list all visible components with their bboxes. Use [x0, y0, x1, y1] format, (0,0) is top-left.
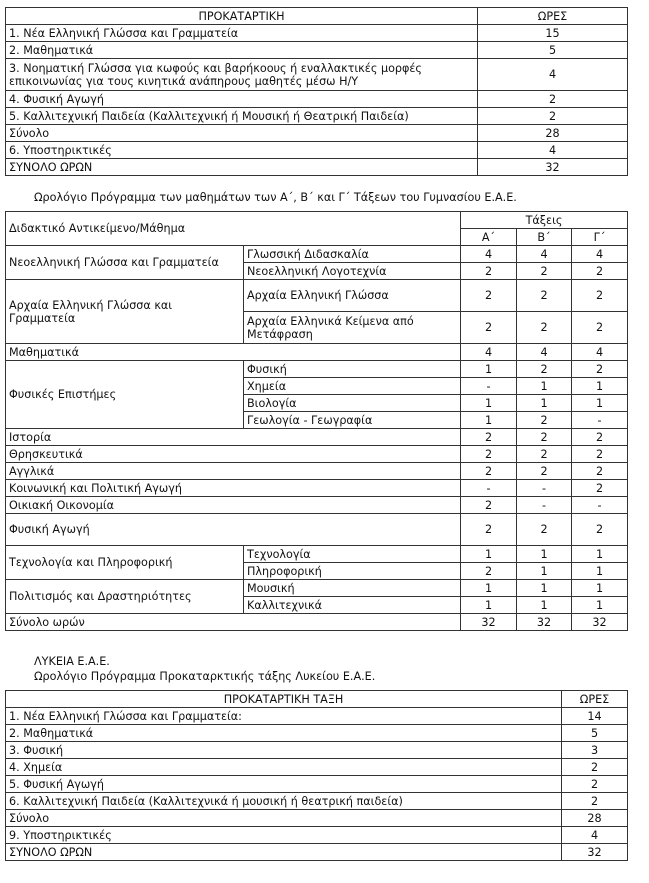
- sub-cell: Βιολογία: [244, 395, 461, 412]
- value-cell: 4: [461, 246, 517, 263]
- value-cell: 2: [517, 463, 572, 480]
- lyceum-heading: ΛΥΚΕΙΑ Ε.Α.Ε.: [34, 655, 110, 668]
- value-cell: 1: [572, 395, 628, 412]
- group-cell: Φυσική Αγωγή: [6, 514, 461, 546]
- value-cell: 4: [517, 344, 572, 361]
- sub-cell: Φυσική: [244, 361, 461, 378]
- grades-header: Τάξεις: [461, 212, 628, 229]
- value-cell: 2: [517, 514, 572, 546]
- table-row: [6, 91, 628, 108]
- table-row: [6, 142, 628, 159]
- table-row: [6, 25, 628, 42]
- subject-cell: Σύνολο: [6, 125, 478, 142]
- table-header-row: [6, 691, 628, 708]
- value-cell: 1: [517, 563, 572, 580]
- table-row: [6, 59, 628, 91]
- grade-c-header: Γ΄: [572, 229, 628, 246]
- group-cell: Μαθηματικά: [6, 344, 461, 361]
- value-cell: 1: [517, 546, 572, 563]
- hours-cell: 2: [478, 91, 628, 108]
- table-row: [6, 463, 628, 480]
- subject-cell: 6. Υποστηρικτικές: [6, 142, 478, 159]
- hours-cell: 2: [562, 793, 628, 810]
- value-cell: -: [461, 480, 517, 497]
- value-cell: 2: [461, 429, 517, 446]
- total-label: Σύνολο ωρών: [6, 614, 461, 631]
- subject-cell: 2. Μαθηματικά: [6, 725, 562, 742]
- value-cell: 1: [572, 563, 628, 580]
- total-cell: 32: [517, 614, 572, 631]
- value-cell: 2: [572, 446, 628, 463]
- value-cell: 4: [572, 246, 628, 263]
- value-cell: 4: [517, 246, 572, 263]
- hours-cell: 2: [562, 776, 628, 793]
- hours-cell: 32: [478, 159, 628, 176]
- value-cell: 2: [517, 429, 572, 446]
- table-row: [6, 742, 628, 759]
- value-cell: -: [572, 412, 628, 429]
- table-header-row: [6, 8, 628, 25]
- sub-cell: Αρχαία Ελληνικά Κείμενα από Μετάφραση: [244, 312, 461, 344]
- value-cell: 2: [517, 263, 572, 280]
- value-cell: 2: [517, 361, 572, 378]
- subject-cell: 5. Καλλιτεχνική Παιδεία (Καλλιτεχνική ή Μουσική ή Θεατρική Παιδεία): [6, 108, 478, 125]
- grades-header-row: [6, 212, 628, 229]
- table-row: [6, 42, 628, 59]
- value-cell: 2: [517, 280, 572, 312]
- total-cell: 32: [572, 614, 628, 631]
- group-cell: Οικιακή Οικονομία: [6, 497, 461, 514]
- table-row: [6, 844, 628, 861]
- subject-cell: 9. Υποστηρικτικές: [6, 827, 562, 844]
- value-cell: 2: [461, 463, 517, 480]
- value-cell: 2: [517, 446, 572, 463]
- table-row: [6, 446, 628, 463]
- subject-cell: ΣΥΝΟΛΟ ΩΡΩΝ: [6, 159, 478, 176]
- value-cell: 2: [461, 563, 517, 580]
- sub-cell: Τεχνολογία: [244, 546, 461, 563]
- table-row: [6, 246, 628, 263]
- table-row: [6, 827, 628, 844]
- subject-cell: ΣΥΝΟΛΟ ΩΡΩΝ: [6, 844, 562, 861]
- t1-body: [6, 8, 628, 176]
- value-cell: 2: [572, 263, 628, 280]
- hours-cell: 2: [478, 108, 628, 125]
- value-cell: 1: [517, 580, 572, 597]
- hours-cell: 4: [478, 142, 628, 159]
- lyceum-caption: Ωρολόγιο Πρόγραμμα Προκαταρκτικής τάξης Λυκείου Ε.Α.Ε.: [34, 670, 376, 683]
- hours-cell: 14: [562, 708, 628, 725]
- header-cell-subject: ΠΡΟΚΑΤΑΡΤΙΚΗ ΤΑΞΗ: [6, 691, 562, 708]
- subject-cell: Σύνολο: [6, 810, 562, 827]
- hours-cell: 28: [478, 125, 628, 142]
- total-row: [6, 614, 628, 631]
- group-cell: Θρησκευτικά: [6, 446, 461, 463]
- table-row: [6, 514, 628, 546]
- subject-cell: 3. Φυσική: [6, 742, 562, 759]
- hours-cell: 5: [562, 725, 628, 742]
- subject-cell: 2. Μαθηματικά: [6, 42, 478, 59]
- subject-cell: 1. Νέα Ελληνική Γλώσσα και Γραμματεία:: [6, 708, 562, 725]
- value-cell: 2: [461, 446, 517, 463]
- value-cell: -: [461, 378, 517, 395]
- group-cell: Αγγλικά: [6, 463, 461, 480]
- table-row: [6, 108, 628, 125]
- value-cell: 1: [461, 395, 517, 412]
- hours-cell: 15: [478, 25, 628, 42]
- gymnasium-timetable: [5, 211, 628, 631]
- value-cell: 1: [517, 597, 572, 614]
- sub-cell: Αρχαία Ελληνική Γλώσσα: [244, 280, 461, 312]
- table-row: [6, 125, 628, 142]
- value-cell: 2: [517, 412, 572, 429]
- value-cell: 2: [572, 480, 628, 497]
- table-row: [6, 708, 628, 725]
- hours-cell: 4: [478, 59, 628, 91]
- table-row: [6, 361, 628, 378]
- table-row: [6, 344, 628, 361]
- header-cell-hours: ΩΡΕΣ: [478, 8, 628, 25]
- subject-cell: 5. Φυσική Αγωγή: [6, 776, 562, 793]
- value-cell: 2: [461, 514, 517, 546]
- value-cell: 1: [461, 412, 517, 429]
- grade-a-header: Α΄: [461, 229, 517, 246]
- table-row: [6, 546, 628, 563]
- sub-cell: Γεωλογία - Γεωγραφία: [244, 412, 461, 429]
- subject-cell: 3. Νοηματική Γλώσσα για κωφούς και βαρήκοους ή εναλλακτικές μορφές επικοινωνίας για τους κινητικά ανάπηρους μαθητές μέσω Η/Υ: [6, 59, 478, 91]
- subject-cell: 4. Χημεία: [6, 759, 562, 776]
- subject-cell: 6. Καλλιτεχνική Παιδεία (Καλλιτεχνικά ή μουσική ή θεατρική παιδεία): [6, 793, 562, 810]
- value-cell: 1: [461, 546, 517, 563]
- hours-cell: 4: [562, 827, 628, 844]
- value-cell: 2: [461, 312, 517, 344]
- value-cell: 4: [572, 344, 628, 361]
- preparatory-class-hours-table: [5, 7, 628, 176]
- header-cell-hours: ΩΡΕΣ: [562, 691, 628, 708]
- value-cell: 2: [461, 263, 517, 280]
- subject-header: Διδακτικό Αντικείμενο/Μάθημα: [6, 212, 461, 246]
- value-cell: 2: [572, 463, 628, 480]
- grade-b-header: Β΄: [517, 229, 572, 246]
- hours-cell: 2: [562, 759, 628, 776]
- value-cell: 1: [461, 597, 517, 614]
- table-row: [6, 480, 628, 497]
- value-cell: 2: [572, 280, 628, 312]
- table-row: [6, 159, 628, 176]
- table-row: [6, 810, 628, 827]
- value-cell: 1: [572, 378, 628, 395]
- value-cell: 2: [461, 280, 517, 312]
- group-cell: Νεοελληνική Γλώσσα και Γραμματεία: [6, 246, 244, 280]
- table-row: [6, 280, 628, 312]
- value-cell: -: [572, 497, 628, 514]
- sub-cell: Καλλιτεχνικά: [244, 597, 461, 614]
- table-row: [6, 580, 628, 597]
- group-cell: Πολιτισμός και Δραστηριότητες: [6, 580, 244, 614]
- value-cell: 1: [517, 395, 572, 412]
- total-cell: 32: [461, 614, 517, 631]
- value-cell: 1: [517, 378, 572, 395]
- hours-cell: 5: [478, 42, 628, 59]
- table-row: [6, 497, 628, 514]
- hours-cell: 32: [562, 844, 628, 861]
- table-row: [6, 429, 628, 446]
- sub-cell: Μουσική: [244, 580, 461, 597]
- value-cell: 1: [572, 597, 628, 614]
- value-cell: 1: [572, 546, 628, 563]
- t3-body: [6, 691, 628, 861]
- sub-cell: Γλωσσική Διδασκαλία: [244, 246, 461, 263]
- table-row: [6, 725, 628, 742]
- value-cell: 4: [461, 344, 517, 361]
- group-cell: Κοινωνική και Πολιτική Αγωγή: [6, 480, 461, 497]
- group-cell: Ιστορία: [6, 429, 461, 446]
- sub-cell: Πληροφορική: [244, 563, 461, 580]
- value-cell: -: [517, 480, 572, 497]
- hours-cell: 3: [562, 742, 628, 759]
- group-cell: Φυσικές Επιστήμες: [6, 361, 244, 429]
- table-row: [6, 759, 628, 776]
- subject-cell: 4. Φυσική Αγωγή: [6, 91, 478, 108]
- group-cell: Τεχνολογία και Πληροφορική: [6, 546, 244, 580]
- value-cell: 2: [572, 312, 628, 344]
- value-cell: 2: [461, 497, 517, 514]
- value-cell: 1: [572, 580, 628, 597]
- value-cell: 1: [461, 361, 517, 378]
- table-row: [6, 776, 628, 793]
- sub-cell: Νεοελληνική Λογοτεχνία: [244, 263, 461, 280]
- value-cell: 2: [517, 312, 572, 344]
- value-cell: 2: [572, 429, 628, 446]
- table-row: [6, 793, 628, 810]
- value-cell: 2: [572, 361, 628, 378]
- subject-cell: 1. Νέα Ελληνική Γλώσσα και Γραμματεία: [6, 25, 478, 42]
- gymnasium-caption: Ωρολόγιο Πρόγραμμα των μαθημάτων των Α΄, Β΄ και Γ΄ Τάξεων του Γυμνασίου Ε.Α.Ε.: [34, 191, 517, 204]
- t2-body: [6, 212, 628, 631]
- group-cell: Αρχαία Ελληνική Γλώσσα και Γραμματεία: [6, 280, 244, 344]
- value-cell: 1: [461, 580, 517, 597]
- value-cell: 2: [572, 514, 628, 546]
- lyceum-preparatory-table: [5, 690, 628, 861]
- value-cell: -: [517, 497, 572, 514]
- hours-cell: 28: [562, 810, 628, 827]
- sub-cell: Χημεία: [244, 378, 461, 395]
- header-cell-subject: ΠΡΟΚΑΤΑΡΤΙΚΗ: [6, 8, 478, 25]
